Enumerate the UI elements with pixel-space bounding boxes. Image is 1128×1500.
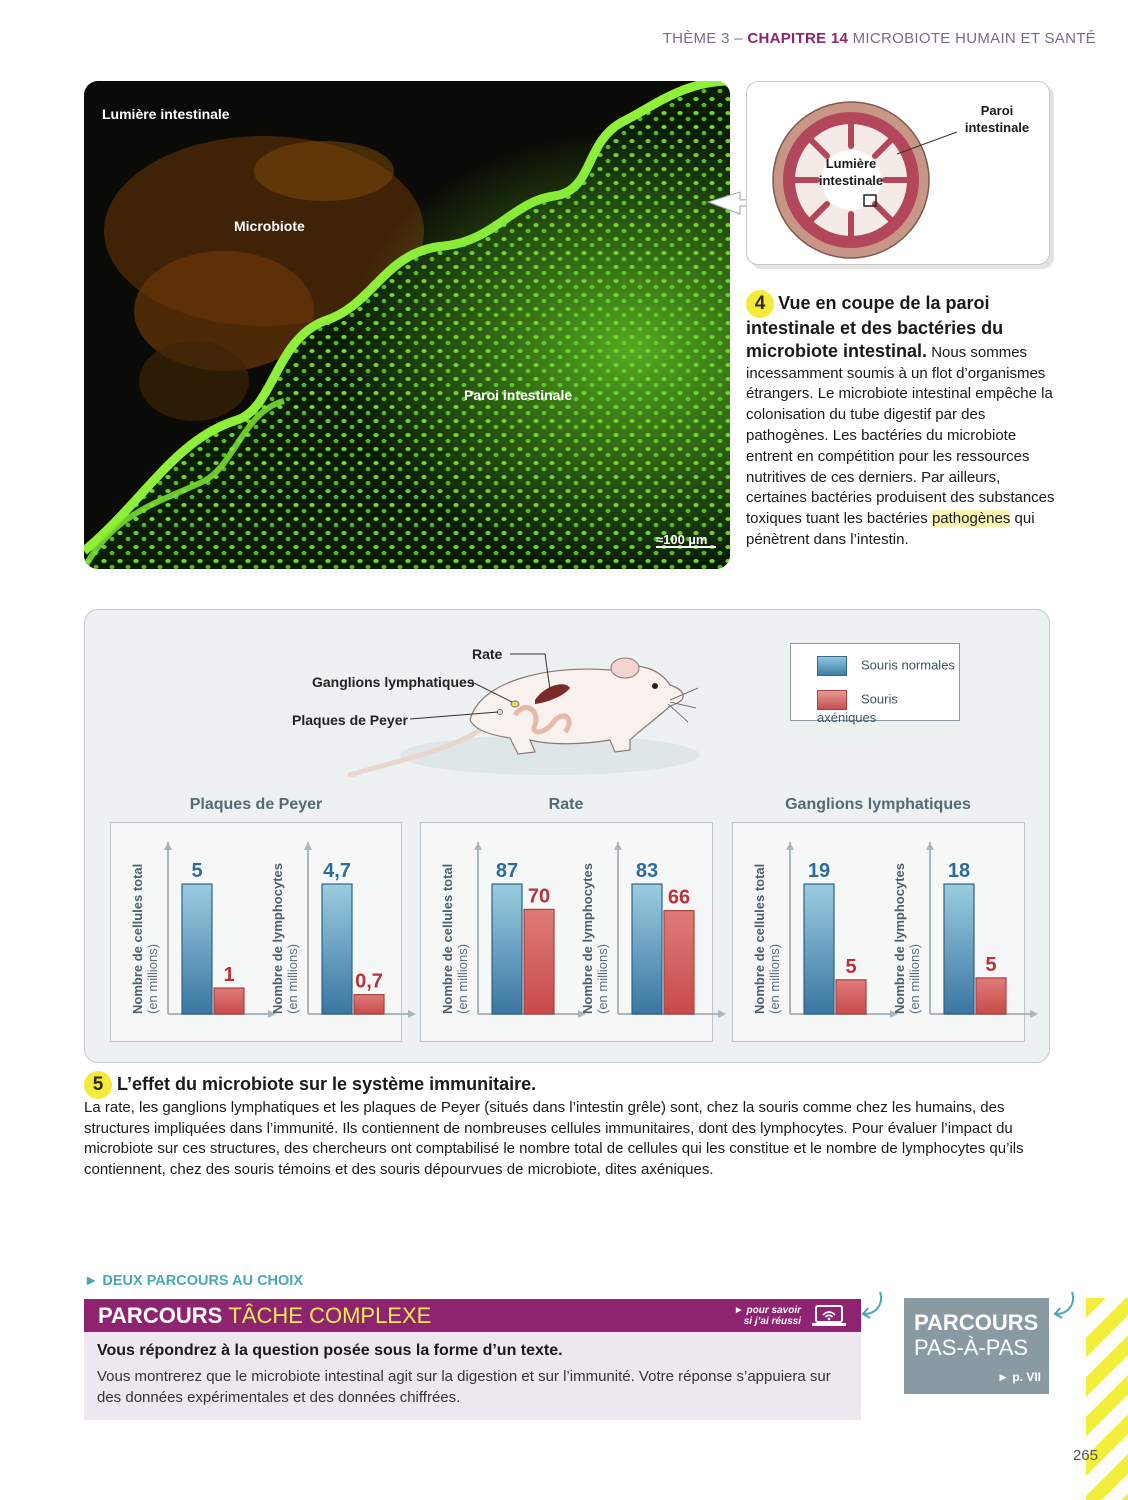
doc4-number-badge: 4 [746, 290, 774, 318]
organ-label-rate: Rate [472, 646, 503, 662]
yellow-stripes-decoration [1086, 1298, 1128, 1500]
y-axis-label: Nombre de cellules total [440, 863, 455, 1014]
doc5-title: L’effet du microbiote sur le système immunitaire. [117, 1074, 537, 1094]
doc4-highlight: pathogènes [931, 510, 1011, 528]
y-axis-arrow [786, 842, 794, 850]
y-axis-arrow [304, 842, 312, 850]
label-paroi: Paroi intestinale [464, 387, 573, 403]
label-microbiote: Microbiote [234, 218, 305, 234]
parcours-choix-heading: ► DEUX PARCOURS AU CHOIX [84, 1273, 303, 1289]
doc4-text-1: Nous sommes incessamment soumis à un flot d’organismes étrangers. Le microbiote intestinal empêche la colonisation du tube digestif par des pathogènes. Les bactéries du microbiote entrent en compétition pour les ressources nutritives de ces derniers. Par ailleurs, certaines bactéries produisent des substances toxiques tuant les bactéries [746, 343, 1055, 528]
y-axis-label: Nombre de cellules total [752, 863, 767, 1014]
x-axis-arrow [408, 1010, 416, 1018]
bar-normal [632, 884, 662, 1014]
bar-normal [322, 884, 352, 1014]
bar-axenic [664, 911, 694, 1014]
page-number: 265 [1072, 1447, 1098, 1464]
parcours-question: Vous répondrez à la question posée sous la forme d’un texte. [97, 1342, 563, 1359]
doc4-title: Vue en coupe de la paroi intestinale et des bactéries du microbiote intestinal. [746, 293, 1004, 361]
bar-normal [804, 884, 834, 1014]
y-axis-unit: (en millions) [767, 943, 782, 1014]
doc5-text: La rate, les ganglions lymphatiques et les plaques de Peyer (situés dans l’intestin grêle) sont, chez la souris comme chez les humains, des structures impliquées dans l’immunité. Ils contiennent de nombreuses cellules immunitaires, dont des lymphocytes. Pour évaluer l’impact du microbiote sur ces structures, des chercheurs ont comptabilisé le nombre total de cellules qui les constitue et le nombre de lymphocytes qu’ils contiennent, chez des souris témoins et des souris dépourvues de microbiote, dites axéniques. [84, 1099, 1024, 1178]
value-label-axenic: 0,7 [355, 970, 383, 993]
schema-lumiere-label: Lumière intestinale [818, 156, 884, 188]
value-label-axenic: 66 [667, 886, 691, 909]
value-label-normal: 5 [191, 860, 203, 882]
chart-title-peyer: Plaques de Peyer [189, 796, 323, 813]
y-axis-label: Nombre de lymphocytes [892, 863, 907, 1014]
parcours-description: Vous montrerez que le microbiote intestinal agit sur la digestion et sur l’immunité. Votre réponse s’appuiera sur des données expérimentales et des données chiffrées. [97, 1368, 831, 1406]
bar-axenic [214, 988, 244, 1014]
bar-axenic [836, 980, 866, 1014]
y-axis-arrow [474, 842, 482, 850]
y-axis-unit: (en millions) [907, 943, 922, 1014]
bar-normal [492, 884, 522, 1014]
organ-label-ganglions: Ganglions lymphatiques [312, 674, 475, 690]
pap-page-link[interactable]: ► p. VII [997, 1370, 1041, 1384]
bar-axenic [354, 995, 384, 1014]
value-label-normal: 19 [807, 860, 831, 882]
y-axis-unit: (en millions) [455, 943, 470, 1014]
bar-normal [182, 884, 212, 1014]
organ-label-peyer: Plaques de Peyer [292, 712, 408, 728]
doc5-heading [84, 1071, 536, 1099]
x-axis-arrow [718, 1010, 726, 1018]
value-label-normal: 87 [495, 860, 519, 882]
value-label-normal: 18 [947, 860, 971, 882]
pap-title-2: PAS-À-PAS [914, 1335, 1029, 1360]
value-label-axenic: 5 [845, 955, 857, 978]
x-axis-arrow [1030, 1010, 1038, 1018]
value-label-normal: 4,7 [323, 860, 351, 882]
y-axis-unit: (en millions) [145, 943, 160, 1014]
y-axis-arrow [164, 842, 172, 850]
header-theme: THÈME 3 – [662, 30, 743, 47]
doc4-text-2: qui pénètrent dans l’intestin. [746, 510, 1035, 548]
curved-arrow-icon [858, 1290, 886, 1320]
y-axis-unit: (en millions) [285, 943, 300, 1014]
y-axis-label: Nombre de cellules total [130, 863, 145, 1014]
curved-arrow-icon-2 [1050, 1290, 1078, 1320]
doc5-number-badge: 5 [84, 1071, 112, 1099]
scale-label: ≈100 µm [656, 532, 708, 547]
y-axis-unit: (en millions) [595, 943, 610, 1014]
pap-title-1: PARCOURS [914, 1310, 1039, 1335]
chart-title-ganglions: Ganglions lymphatiques [785, 796, 971, 813]
y-axis-label: Nombre de lymphocytes [580, 863, 595, 1014]
legend-item-normal: Souris normales [817, 656, 955, 676]
parcours-complexe-body [84, 1332, 861, 1420]
header-title: MICROBIOTE HUMAIN ET SANTÉ [852, 30, 1096, 47]
bar-normal [944, 884, 974, 1014]
parcours-complexe-title: PARCOURS TÂCHE COMPLEXE [98, 1303, 432, 1328]
value-label-axenic: 1 [223, 964, 235, 986]
value-label-axenic: 5 [985, 953, 997, 976]
y-axis-arrow [926, 842, 934, 850]
y-axis-label: Nombre de lymphocytes [270, 863, 285, 1014]
y-axis-arrow [614, 842, 622, 850]
parcours-pas-a-pas-box[interactable] [904, 1298, 1049, 1394]
label-lumiere: Lumière intestinale [102, 106, 230, 122]
value-label-axenic: 70 [527, 885, 551, 908]
chart-title-rate: Rate [548, 796, 584, 813]
bar-axenic [976, 978, 1006, 1014]
legend-item-axenic: Souris axéniques [817, 691, 898, 725]
header-chapter: CHAPITRE 14 [747, 30, 849, 47]
laptop-wifi-icon[interactable] [811, 1304, 847, 1328]
schema-paroi-label: Paroi intestinale [964, 103, 1030, 135]
parcours-complexe-bar[interactable] [84, 1299, 861, 1332]
pour-savoir-link[interactable]: ► pour savoir si j’ai réussi [733, 1305, 801, 1327]
value-label-normal: 83 [635, 860, 659, 882]
bar-axenic [524, 909, 554, 1014]
